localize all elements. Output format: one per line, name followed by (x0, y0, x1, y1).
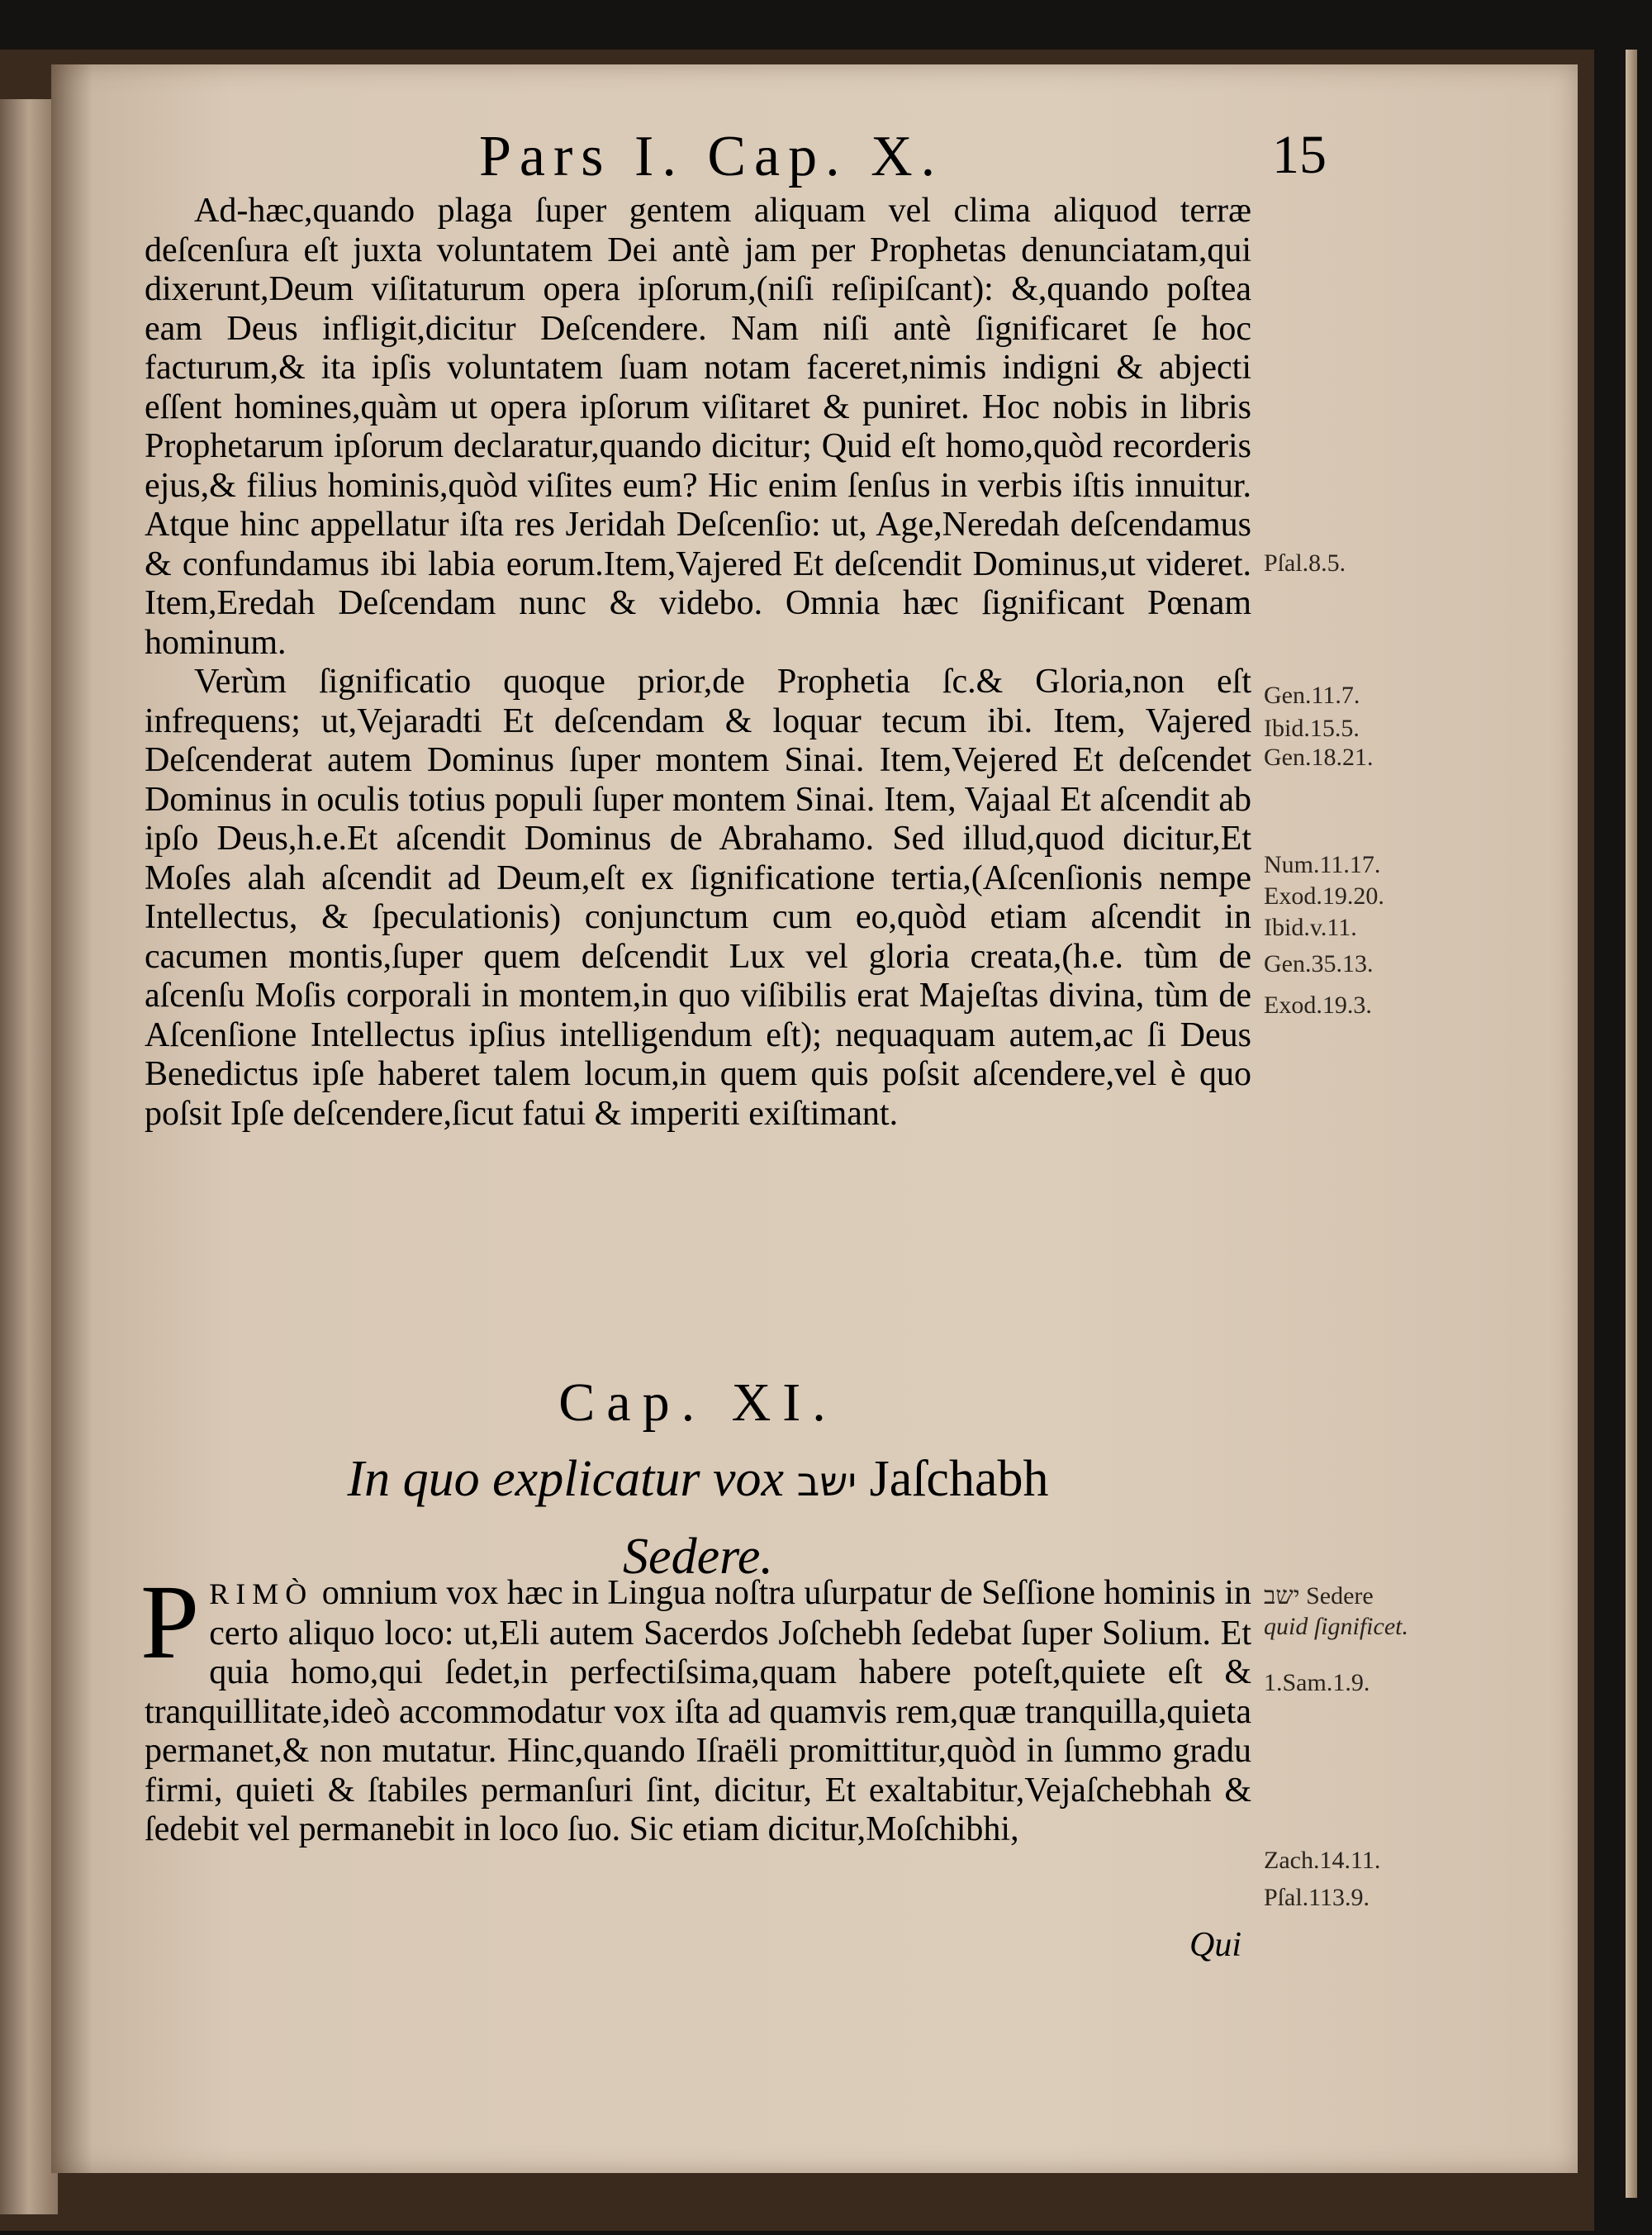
margin-note: Pſal.8.5. (1264, 549, 1346, 577)
margin-note: Gen.11.7. (1264, 682, 1360, 709)
margin-note: Pſal.113.9. (1264, 1884, 1370, 1911)
chapter-11-paragraph (140, 1563, 1252, 1850)
margin-note: Ibid.v.11. (1264, 914, 1357, 941)
margin-note: Ibid.15.5. (1264, 715, 1360, 742)
margin-note: quid ſignificet. (1264, 1613, 1408, 1640)
catchword: Qui (1189, 1926, 1241, 1964)
margin-note: Exod.19.20. (1264, 882, 1384, 910)
right-page-edge (1626, 50, 1637, 2198)
margin-note: Exod.19.3. (1264, 991, 1372, 1019)
chapter-11-subtitle (145, 1442, 1251, 1594)
margin-note: ישב Sedere (1264, 1582, 1374, 1610)
page-number: 15 (1272, 125, 1327, 185)
margin-note: 1.Sam.1.9. (1264, 1669, 1370, 1696)
margin-note: Gen.18.21. (1264, 744, 1374, 771)
margin-note: Zach.14.11. (1264, 1847, 1381, 1874)
paragraph-1: Ad-hæc,quando plaga ſuper gentem aliquam vel clima aliquod terræ deſcenſura eſt juxta voluntatem Dei antè jam per Prophetas denunciatam,qui dixerunt,Deum viſitaturum opera ipſorum,(niſi reſipiſcant): &,quando poſtea eam Deus infligit,dicitur Deſcendere. Nam niſi antè ſignificaret ſe hoc facturum,& ita ipſis voluntatem ſuam notam faceret,nimis indigni & abjecti eſſent homines,quàm ut opera ipſorum viſitaret & puniret. Hoc nobis in libris Prophetarum ipſorum declaratur,quando dicitur; Quid eſt homo,quòd recorderis ejus,& filius hominis,quòd viſites eum? Hic enim ſenſus in verbis iſtis innuitur. Atque hinc appellatur iſta res Jeridah Deſcenſio: ut, Age,Neredah deſcendamus & confundamus ibi labia eorum.Item,Vajered Et deſcendit Dominus,ut videret. Item,Eredah Deſcendam nunc & videbo. Omnia hæc ſignificant Pœnam hominum. (145, 192, 1251, 662)
margin-note: Num.11.17. (1264, 851, 1381, 878)
margin-note: Gen.35.13. (1264, 950, 1374, 977)
running-head (413, 124, 1327, 198)
chapter-11-heading: Cap. XI. (558, 1372, 838, 1433)
running-head-title: Pars I. Cap. X. (479, 125, 944, 188)
subtitle-text: In quo explicatur vox (347, 1451, 785, 1507)
chapter-11-text (140, 1563, 1252, 1850)
chapter-11-body: omnium vox hæc in Lingua noſtra uſurpatur de Seſſione hominis in certo aliquo loco: ut,Eli autem Sacerdos Joſchebh ſedebat ſuper Solium. Et quia homo,qui ſedet,in perfectiſsima,quam habere poteſt,quiete eſt & tranquillitate,ideò accommodatur vox iſta ad quamvis rem,quæ tranquilla,quieta permanet,& non mutatur. Hinc,quando Iſraëli promittitur,quòd in ſummo gradu firmi, quieti & ſtabiles permanſuri ſint, dicitur, Et exaltabitur,Vejaſchebhah & ſedebit vel permanebit in loco ſuo. Sic etiam dicitur,Moſchibhi, (145, 1574, 1252, 1848)
opening-small-caps: RIMÒ (209, 1577, 314, 1610)
paragraph-2: Verùm ſignificatio quoque prior,de Prophetia ſc.& Gloria,non eſt infrequens; ut,Vejaradti Et deſcendam & loquar tecum ibi. Item, Vajered Deſcenderat autem Dominus ſuper montem Sinai. Item,Vejered Et deſcendet Dominus in oculis totius populi ſuper montem Sinai. Item, Vajaal Et aſcendit ab ipſo Deus,h.e.Et aſcendit Dominus de Abrahamo. Sed illud,quod dicitur,Et Moſes alah aſcendit ad Deum,eſt ex ſignificatione tertia,(Aſcenſionis nempe Intellectus, & ſpeculationis) conjunctum cum eo,quòd etiam aſcendit in cacumen montis,ſuper quem deſcendit Lux vel gloria creata,(h.e. tùm de aſcenſu Moſis corporali in montem,in quo viſibilis erat Majeſtas divina, tùm de Aſcenſione Intellectus ipſius intelligendum eſt); nequaquam autem,ac ſi Deus Benedictus ipſe haberet talem locum,in quem quis poſsit aſcendere,vel è quo poſsit Ipſe deſcendere,ſicut fatui & imperiti exiſtimant. (145, 663, 1251, 1133)
subtitle-transliteration: Jaſchabh (869, 1451, 1049, 1507)
drop-cap: P (140, 1563, 200, 1681)
hebrew-word: ישב (796, 1459, 857, 1505)
left-page-edge (0, 99, 58, 2214)
chapter-10-text (145, 192, 1251, 1134)
subtitle-line-2: Sedere. (623, 1529, 773, 1585)
